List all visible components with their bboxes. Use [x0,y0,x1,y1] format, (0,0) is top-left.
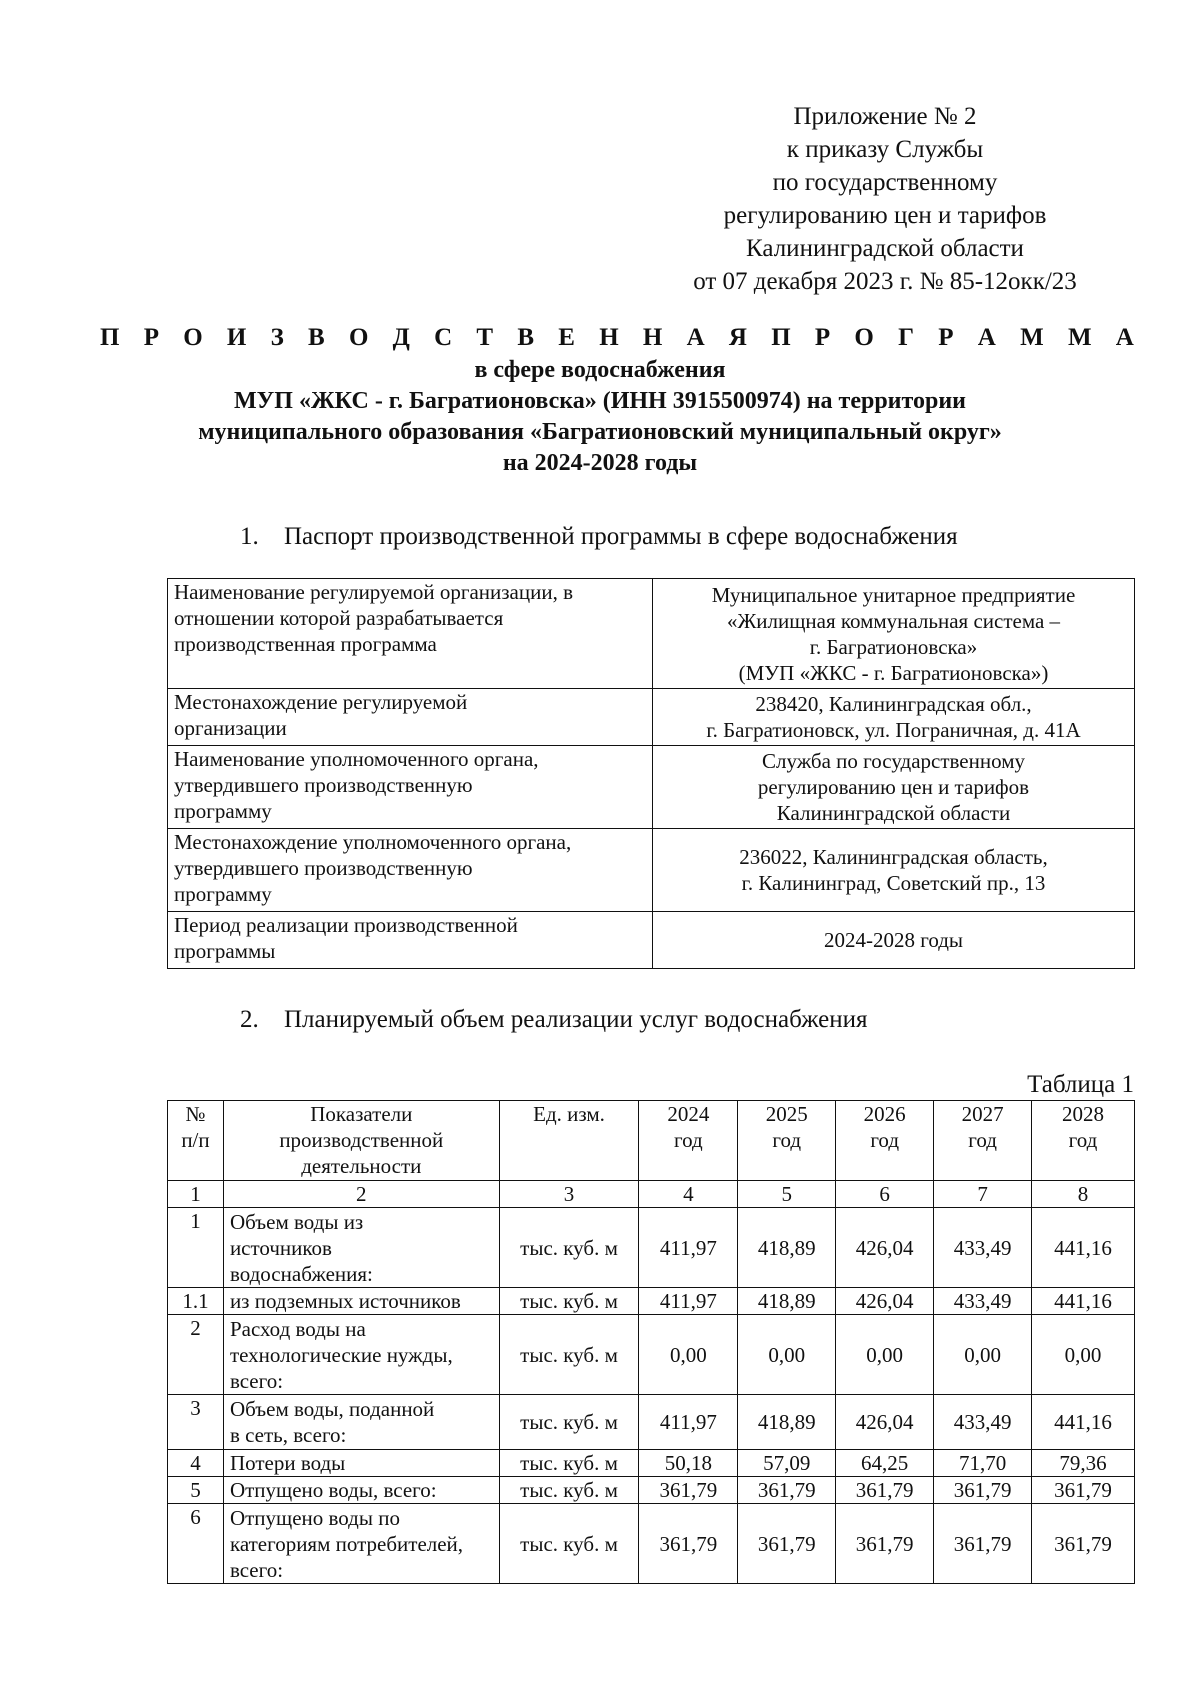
passport-value [653,746,1135,829]
value-cell: 441,16 [1032,1395,1135,1450]
indicator-cell [223,1288,499,1315]
table-row [168,1450,1135,1477]
value-cell: 433,49 [934,1208,1032,1288]
header-cell [836,1101,934,1181]
indicator-line: в сеть, всего: [229,1423,347,1447]
value-cell: 64,25 [836,1450,934,1477]
appendix-header [650,100,1120,298]
value-cell: 361,79 [738,1477,836,1504]
header-line: производственной [279,1128,444,1152]
header-line: Показатели [310,1102,413,1126]
indicator-line: Объем воды, поданной [229,1397,435,1421]
column-number-row [168,1181,1135,1208]
unit-cell: тыс. куб. м [499,1288,639,1315]
value-cell: 0,00 [1032,1315,1135,1395]
unit-cell: тыс. куб. м [499,1315,639,1395]
row-number: 2 [168,1315,224,1395]
header-line: год [968,1128,997,1152]
value-line: «Жилищная коммунальная система – [726,608,1061,633]
indicator-line: источников [229,1235,332,1260]
indicator-line: Объем воды из [229,1209,364,1234]
passport-row [168,829,1135,912]
passport-row [168,579,1135,689]
title-line: МУП «ЖКС - г. Багратионовска» (ИНН 3915500974) на территории [234,388,966,414]
value-cell: 361,79 [639,1504,738,1584]
value-line: Служба по государственному [761,749,1025,773]
indicator-cell [223,1395,499,1450]
indicator-cell [223,1208,499,1288]
value-cell: 426,04 [836,1288,934,1315]
row-number: 4 [168,1450,224,1477]
section-title: Паспорт производственной программы в сфере водоснабжения [284,523,958,550]
header-line: 2028 [1062,1102,1105,1126]
appendix-line: по государственному [772,169,998,196]
header-cell [1032,1101,1135,1181]
label-line: Период реализации производственной [174,913,518,937]
passport-table [167,578,1135,969]
title-line: на 2024-2028 годы [502,450,698,476]
value-line: 2024-2028 годы [823,928,964,952]
indicator-line: всего: [229,1368,284,1393]
value-cell: 79,36 [1032,1450,1135,1477]
value-cell: 0,00 [934,1315,1032,1395]
header-line: 2026 [863,1102,906,1126]
value-cell: 0,00 [836,1315,934,1395]
indicator-line: категориям потребителей, [229,1531,464,1556]
passport-label [168,912,653,969]
column-number: 2 [223,1181,499,1208]
value-cell: 426,04 [836,1208,934,1288]
value-cell: 418,89 [738,1288,836,1315]
header-line: год [772,1128,802,1152]
passport-value [653,829,1135,912]
label-line: программы [174,939,276,963]
value-cell: 433,49 [934,1288,1032,1315]
value-cell: 50,18 [639,1450,738,1477]
column-number: 3 [499,1181,639,1208]
value-cell: 433,49 [934,1395,1032,1450]
header-line: Ед. изм. [533,1102,605,1126]
header-cell [499,1101,639,1181]
value-cell: 57,09 [738,1450,836,1477]
value-cell: 361,79 [934,1477,1032,1504]
row-number: 1 [168,1208,224,1288]
title-line: муниципального образования «Багратионовский муниципальный округ» [198,419,1002,445]
indicator-cell [223,1504,499,1584]
unit-cell: тыс. куб. м [499,1395,639,1450]
passport-value [653,689,1135,746]
row-number: 6 [168,1504,224,1584]
value-cell: 361,79 [1032,1477,1135,1504]
row-number: 5 [168,1477,224,1504]
unit-cell: тыс. куб. м [499,1450,639,1477]
section-number: 1. [240,523,259,550]
label-line: Наименование регулируемой организации, в [174,580,574,604]
column-number: 5 [738,1181,836,1208]
appendix-line: от 07 декабря 2023 г. № 85-12окк/23 [693,268,1077,295]
header-line: 2024 [667,1102,710,1126]
value-cell: 0,00 [639,1315,738,1395]
indicator-line: всего: [229,1557,284,1582]
header-cell [934,1101,1032,1181]
unit-cell: тыс. куб. м [499,1504,639,1584]
passport-label [168,746,653,829]
passport-value [653,912,1135,969]
value-cell: 361,79 [934,1504,1032,1584]
section-2-heading [240,1005,867,1035]
header-cell [738,1101,836,1181]
header-line: год [1068,1128,1098,1152]
label-line: Местонахождение регулируемой [174,690,468,714]
value-cell: 411,97 [639,1208,738,1288]
column-number: 1 [168,1181,224,1208]
header-line: год [674,1128,703,1152]
table-header-row [168,1101,1135,1181]
appendix-line: Калининградской области [746,235,1024,262]
passport-row [168,912,1135,969]
value-cell: 441,16 [1032,1288,1135,1315]
header-line: год [870,1128,899,1152]
document-title [100,322,1143,479]
label-line: производственная программа [174,632,437,656]
indicator-line: Расход воды на [229,1316,366,1341]
row-number: 1.1 [168,1288,224,1315]
header-cell [223,1101,499,1181]
volume-table [167,1100,1135,1584]
header-line: п/п [181,1128,210,1152]
passport-value [653,579,1135,689]
label-line: организации [174,716,287,740]
appendix-line: Приложение № 2 [793,103,977,130]
value-cell: 361,79 [1032,1504,1135,1584]
table-row [168,1504,1135,1584]
value-line: 238420, Калининградская обл., [755,692,1032,716]
value-cell: 361,79 [836,1504,934,1584]
section-1-heading [240,522,958,552]
value-cell: 411,97 [639,1395,738,1450]
value-cell: 441,16 [1032,1208,1135,1288]
appendix-line: к приказу Службы [786,136,984,163]
table-row [168,1288,1135,1315]
label-line: утвердившего производственную [174,773,473,797]
label-line: утвердившего производственную [174,856,473,880]
passport-label [168,689,653,746]
passport-row [168,689,1135,746]
label-line: программу [174,799,272,823]
value-line: Муниципальное унитарное предприятие [711,582,1076,607]
label-line: Местонахождение уполномоченного органа, [174,830,572,854]
value-line: (МУП «ЖКС - г. Багратионовска») [738,660,1049,685]
indicator-line: Отпущено воды по [229,1505,400,1530]
value-cell: 426,04 [836,1395,934,1450]
passport-row [168,746,1135,829]
column-number: 8 [1032,1181,1135,1208]
unit-cell: тыс. куб. м [499,1477,639,1504]
value-cell: 361,79 [738,1504,836,1584]
value-line: г. Калининград, Советский пр., 13 [741,871,1046,895]
value-cell: 361,79 [836,1477,934,1504]
table-caption: Таблица 1 [1027,1071,1134,1098]
passport-label [168,579,653,689]
value-cell: 418,89 [738,1208,836,1288]
indicator-cell [223,1477,499,1504]
label-line: Наименование уполномоченного органа, [174,747,539,771]
value-line: регулированию цен и тарифов [757,775,1030,799]
value-cell: 361,79 [639,1477,738,1504]
header-line: № [185,1102,206,1126]
value-cell: 0,00 [738,1315,836,1395]
header-line: 2025 [765,1102,808,1126]
indicator-cell [223,1315,499,1395]
header-line: 2027 [961,1102,1004,1126]
header-cell [168,1101,224,1181]
title-line: в сфере водоснабжения [474,357,726,383]
column-number: 4 [639,1181,738,1208]
value-line: г. Багратионовска» [809,634,978,659]
header-cell [639,1101,738,1181]
section-number: 2. [240,1006,259,1033]
indicator-line: водоснабжения: [229,1261,373,1286]
unit-cell: тыс. куб. м [499,1208,639,1288]
value-line: Калининградской области [776,801,1011,825]
label-line: отношении которой разрабатывается [174,606,504,630]
value-line: 236022, Калининградская область, [739,845,1048,869]
column-number: 7 [934,1181,1032,1208]
indicator-line: технологические нужды, [229,1342,453,1367]
appendix-line: регулированию цен и тарифов [723,202,1047,229]
table-row [168,1315,1135,1395]
indicator-cell [223,1450,499,1477]
indicator-line: из подземных источников [229,1289,461,1313]
value-line: г. Багратионовск, ул. Пограничная, д. 41А [706,718,1081,742]
value-cell: 411,97 [639,1288,738,1315]
passport-label [168,829,653,912]
table-row [168,1477,1135,1504]
table-row [168,1395,1135,1450]
indicator-line: Отпущено воды, всего: [229,1478,437,1502]
header-line: деятельности [301,1154,422,1178]
section-title: Планируемый объем реализации услуг водоснабжения [284,1006,868,1033]
row-number: 3 [168,1395,224,1450]
indicator-line: Потери воды [229,1451,346,1475]
table-row [168,1208,1135,1288]
column-number: 6 [836,1181,934,1208]
value-cell: 418,89 [738,1395,836,1450]
label-line: программу [174,882,272,906]
value-cell: 71,70 [934,1450,1032,1477]
title-main: П Р О И З В О Д С Т В Е Н Н А Я П Р О Г Р А М М А [100,324,1143,351]
